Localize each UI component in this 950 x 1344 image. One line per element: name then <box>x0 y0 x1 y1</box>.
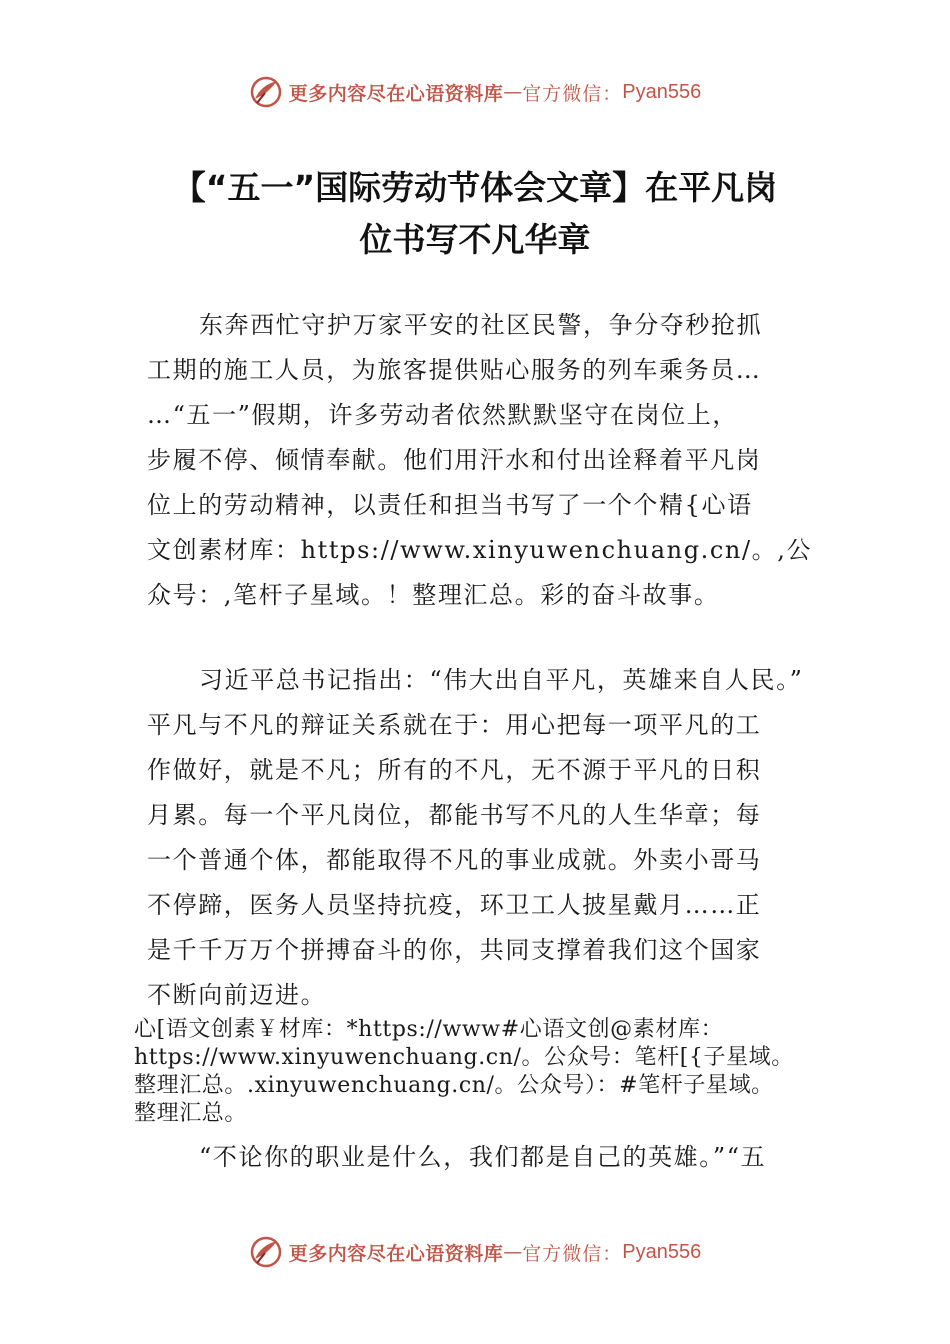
text-line: 文创素材库：https://www.xinyuwenchuang.cn/。,公 <box>147 536 813 564</box>
watermark-line: 整理汇总。 <box>134 1101 248 1126</box>
watermark-text-block <box>134 1016 864 1128</box>
text-line: 一个普通个体，都能取得不凡的事业成就。外卖小哥马 <box>147 846 762 874</box>
footer-separator: — <box>503 1241 523 1263</box>
header-wechat-label: 官方微信： <box>522 82 623 105</box>
text-line: 不停蹄，医务人员坚持抗疫，环卫工人披星戴月……正 <box>147 891 762 919</box>
text-line: 不断向前迈进。 <box>147 981 327 1009</box>
quill-pen-logo-icon <box>249 1235 283 1269</box>
document-title <box>130 162 820 266</box>
title-line-2: 位书写不凡华章 <box>359 220 591 259</box>
header-site-text: 更多内容尽在心语资料库 <box>288 82 504 105</box>
text-line: 工期的施工人员，为旅客提供贴心服务的列车乘务员… <box>147 356 762 384</box>
text-line: 作做好，就是不凡；所有的不凡，无不源于平凡的日积 <box>147 756 762 784</box>
footer-wechat-id: Pyan556 <box>622 1240 702 1263</box>
watermark-line: 整理汇总。.xinyuwenchuang.cn/。公众号）：#笔杆子星域。 <box>134 1073 774 1098</box>
text-line: …“五一”假期，许多劳动者依然默默坚守在岗位上， <box>147 401 738 429</box>
text-line: 位上的劳动精神，以责任和担当书写了一个个精{心语 <box>147 491 753 519</box>
footer-wechat-label: 官方微信： <box>522 1242 623 1265</box>
paragraph-2 <box>147 658 817 1018</box>
header-wechat-id: Pyan556 <box>622 80 702 103</box>
footer-banner <box>0 1228 950 1276</box>
text-line: 月累。每一个平凡岗位，都能书写不凡的人生华章；每 <box>147 801 762 829</box>
header-separator: — <box>503 81 523 103</box>
text-line: 众号：,笔杆子星域。！整理汇总。彩的奋斗故事。 <box>147 581 720 609</box>
watermark-line: 心[语文创素￥材库：*https://www#心语文创@素材库： <box>134 1017 724 1042</box>
text-line: 平凡与不凡的辩证关系就在于：用心把每一项平凡的工 <box>147 711 762 739</box>
header-banner <box>0 68 950 116</box>
text-line: 东奔西忙守护万家平安的社区民警，争分夺秒抢抓 <box>199 311 763 339</box>
footer-site-text: 更多内容尽在心语资料库 <box>288 1242 504 1265</box>
quill-pen-logo-icon <box>249 75 283 109</box>
text-line: 习近平总书记指出：“伟大出自平凡，英雄来自人民。” <box>199 666 804 694</box>
text-line: 是千千万万个拼搏奋斗的你，共同支撑着我们这个国家 <box>147 936 762 964</box>
paragraph-3-start: “不论你的职业是什么，我们都是自己的英雄。”“五 <box>199 1143 767 1171</box>
text-line: 步履不停、倾情奉献。他们用汗水和付出诠释着平凡岗 <box>147 446 762 474</box>
paragraph-1 <box>147 303 817 618</box>
title-line-1: 【“五一”国际劳动节体会文章】在平凡岗 <box>172 168 778 207</box>
watermark-line: https://www.xinyuwenchuang.cn/。公众号：笔杆[{子星域。 <box>134 1045 794 1070</box>
